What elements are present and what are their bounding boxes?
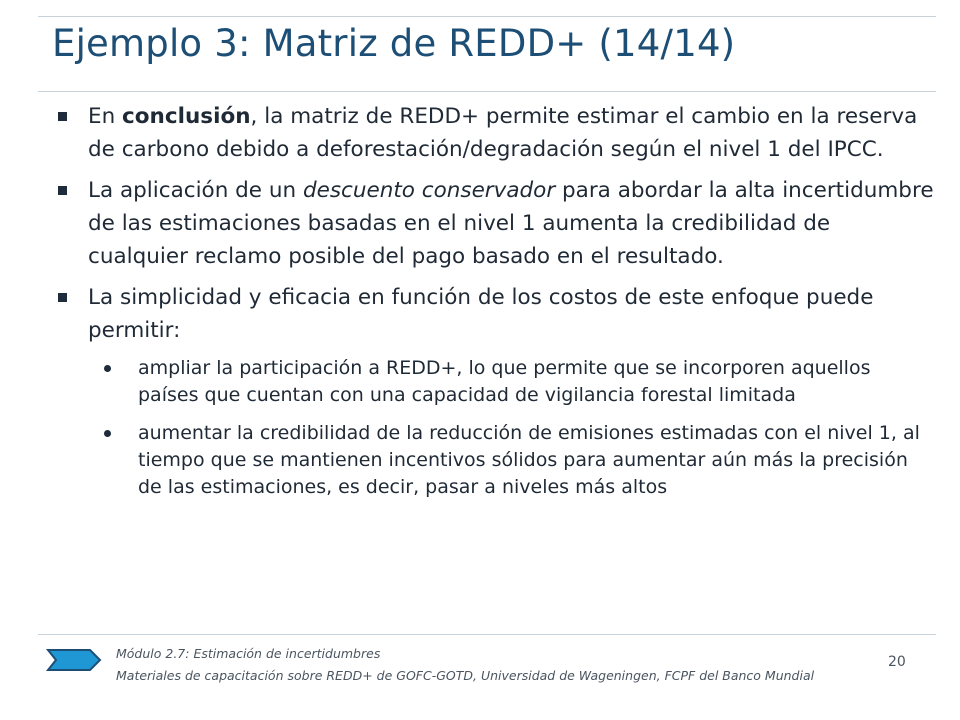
square-bullet-icon — [58, 293, 67, 302]
bullet-text-post: para abordar la alta incertidumbre de las estimaciones basadas en el nivel 1 aumenta la credibilidad de cualquier reclamo posible del pago basado en el resultado. — [88, 178, 934, 269]
footer-credits: Materiales de capacitación sobre REDD+ de GOFC-GOTD, Universidad de Wageningen, FCPF del Banco Mundial — [116, 668, 815, 683]
page-number: 20 — [888, 654, 906, 670]
round-bullet-icon — [104, 430, 111, 437]
chevron-arrow-icon — [44, 648, 104, 672]
bullet-text-pre: En — [88, 104, 123, 129]
sub-bullet-participation — [56, 355, 936, 409]
bullet-text-pre: La aplicación de un — [88, 178, 303, 203]
title-underline — [38, 91, 936, 92]
bullet-conservative-discount — [56, 174, 936, 273]
slide-body — [56, 100, 936, 512]
square-bullet-icon — [58, 112, 67, 121]
round-bullet-icon — [104, 365, 111, 372]
bullet-simplicity — [56, 281, 936, 347]
slide-title: Ejemplo 3: Matriz de REDD+ (14/14) — [52, 22, 736, 65]
footer-module: Módulo 2.7: Estimación de incertidumbres — [116, 646, 381, 661]
bullet-emphasis: descuento conservador — [302, 178, 556, 203]
sub-bullet-credibility — [56, 420, 936, 501]
bullet-text: La simplicidad y eficacia en función de los costos de este enfoque puede permitir: — [88, 285, 874, 343]
square-bullet-icon — [58, 186, 67, 195]
bullet-text-post: , la matriz de REDD+ permite estimar el cambio en la reserva de carbono debido a deforestación/degradación según el nivel 1 del IPCC. — [88, 104, 918, 162]
bullet-emphasis: conclusión — [122, 104, 251, 129]
top-rule — [38, 16, 936, 17]
footer-rule — [38, 634, 936, 635]
bullet-conclusion — [56, 100, 936, 166]
sub-bullet-text: ampliar la participación a REDD+, lo que permite que se incorporen aquellos países que cuentan con una capacidad de vigilancia forestal limitada — [138, 357, 871, 406]
sub-bullet-text: aumentar la credibilidad de la reducción de emisiones estimadas con el nivel 1, al tiempo que se mantienen incentivos sólidos para aumentar aún más la precisión de las estimaciones, es decir, pasar a niveles más altos — [138, 422, 920, 498]
